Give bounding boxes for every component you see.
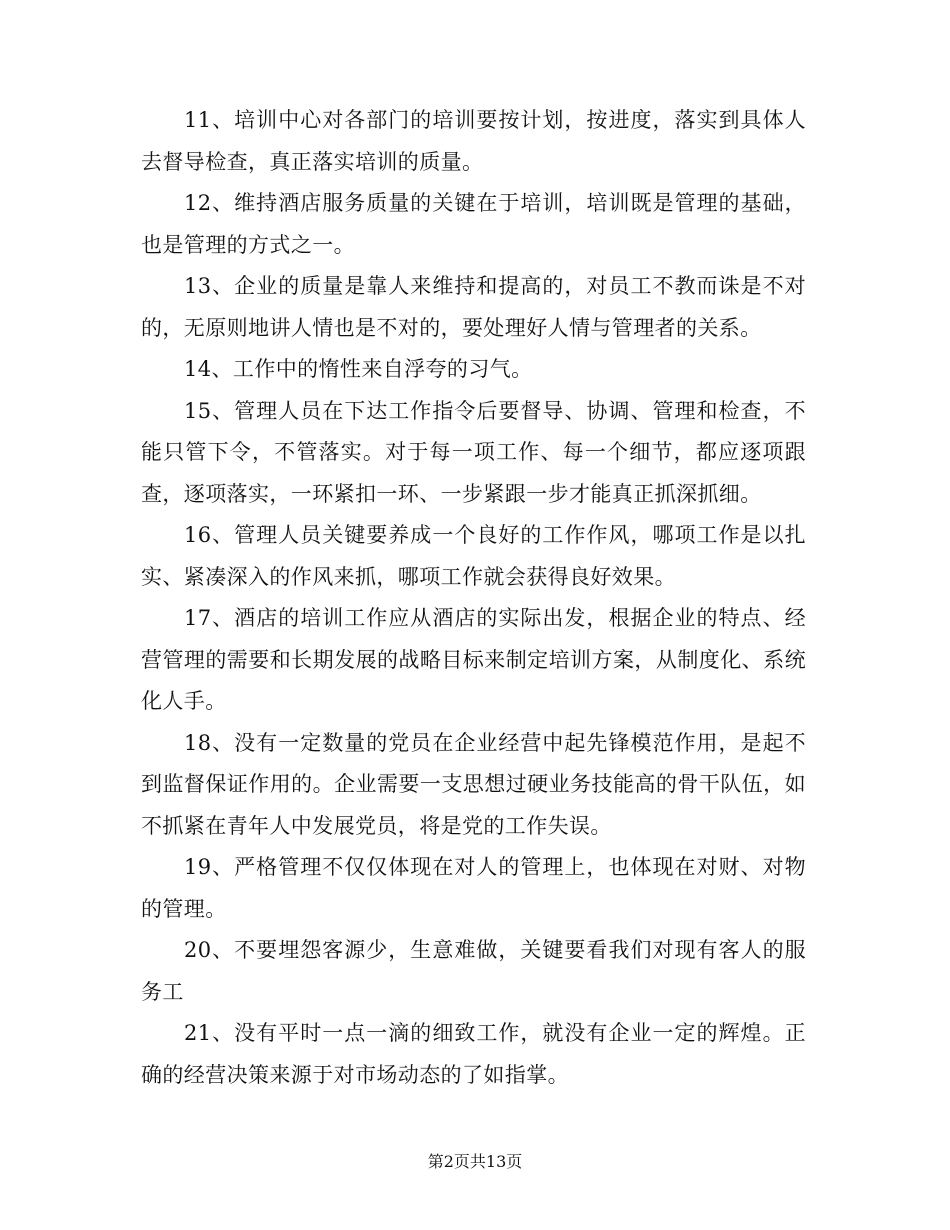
paragraph-11: 11、培训中心对各部门的培训要按计划，按进度，落实到具体人去督导检查，真正落实培训的质量。 [141, 108, 806, 174]
paragraph-13: 13、企业的质量是靠人来维持和提高的，对员工不教而诛是不对的，无原则地讲人情也是不对的，要处理好人情与管理者的关系。 [141, 274, 806, 340]
paragraph-15: 15、管理人员在下达工作指令后要督导、协调、管理和检查，不能只管下令，不管落实。对于每一项工作、每一个细节，都应逐项跟查，逐项落实，一环紧扣一环、一步紧跟一步才能真正抓深抓细。 [141, 398, 806, 506]
paragraph-16: 16、管理人员关键要养成一个良好的工作作风，哪项工作是以扎实、紧凑深入的作风来抓，哪项工作就会获得良好效果。 [141, 523, 806, 589]
document-body [141, 100, 806, 1096]
paragraph-14: 14、工作中的惰性来自浮夸的习气。 [184, 357, 533, 381]
paragraph-19: 19、严格管理不仅仅体现在对人的管理上，也体现在对财、对物的管理。 [141, 855, 806, 921]
paragraph-17: 17、酒店的培训工作应从酒店的实际出发，根据企业的特点、经营管理的需要和长期发展的战略目标来制定培训方案，从制度化、系统化人手。 [141, 606, 806, 713]
paragraph-20: 20、不要埋怨客源少，生意难做，关键要看我们对现有客人的服务工 [141, 938, 806, 1004]
paragraph-21: 21、没有平时一点一滴的细致工作，就没有企业一定的辉煌。正确的经营决策来源于对市场动态的了如指掌。 [141, 1021, 806, 1087]
paragraph-18: 18、没有一定数量的党员在企业经营中起先锋模范作用，是起不到监督保证作用的。企业需要一支思想过硬业务技能高的骨干队伍，如不抓紧在青年人中发展党员，将是党的工作失误。 [141, 730, 806, 838]
paragraph-12: 12、维持酒店服务质量的关键在于培训，培训既是管理的基础，也是管理的方式之一。 [141, 191, 806, 257]
page-number-footer: 第2页共13页 [427, 1152, 523, 1171]
